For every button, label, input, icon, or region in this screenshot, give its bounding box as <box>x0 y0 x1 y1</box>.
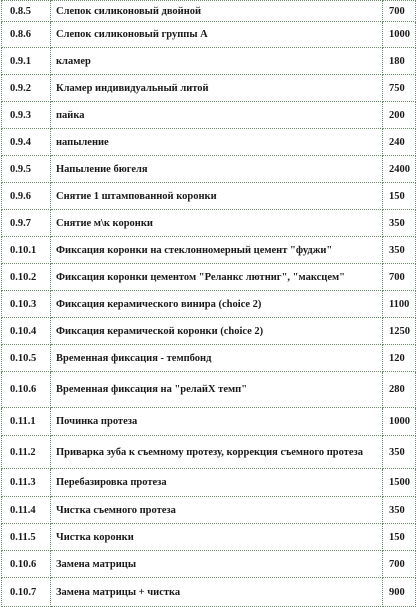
price-cell: 1000 <box>383 408 416 436</box>
table-row <box>2 156 416 183</box>
service-name-cell: кламер <box>51 48 383 75</box>
service-name-cell: Замена матрицы + чистка <box>51 578 383 607</box>
service-name-cell: Замена матрицы <box>51 551 383 578</box>
code-cell: 0.8.6 <box>2 22 51 48</box>
price-cell: 350 <box>383 237 416 264</box>
table-row <box>2 102 416 129</box>
service-name-cell: Перебазировка протеза <box>51 469 383 497</box>
table-row <box>2 345 416 372</box>
code-cell: 0.9.3 <box>2 102 51 129</box>
price-cell: 700 <box>383 551 416 578</box>
service-name-cell: Починка протеза <box>51 408 383 436</box>
price-cell: 1000 <box>383 22 416 48</box>
code-cell: 0.11.4 <box>2 497 51 524</box>
table-row <box>2 408 416 436</box>
price-cell: 700 <box>383 264 416 291</box>
code-cell: 0.10.4 <box>2 318 51 345</box>
service-name-cell: Слепок силиконовый группы А <box>51 22 383 48</box>
code-cell: 0.9.1 <box>2 48 51 75</box>
code-cell: 0.11.1 <box>2 408 51 436</box>
code-cell: 0.9.4 <box>2 129 51 156</box>
code-cell: 0.9.6 <box>2 183 51 210</box>
table-row <box>2 497 416 524</box>
table-row <box>2 75 416 102</box>
service-name-cell: Кламер индивидуальный литой <box>51 75 383 102</box>
code-cell: 0.10.5 <box>2 345 51 372</box>
service-name-cell: Фиксация керамического винира (choice 2) <box>51 291 383 318</box>
table-row <box>2 48 416 75</box>
table-row <box>2 237 416 264</box>
table-row <box>2 22 416 48</box>
price-cell: 180 <box>383 48 416 75</box>
service-name-cell: пайка <box>51 102 383 129</box>
service-name-cell: напыление <box>51 129 383 156</box>
table-row <box>2 372 416 408</box>
table-row <box>2 469 416 497</box>
price-cell: 150 <box>383 183 416 210</box>
service-name-cell: Фиксация коронки на стеклонномерный цемент "фуджи" <box>51 237 383 264</box>
service-name-cell: Приварка зуба к съемному протезу, коррекция съемного протеза <box>51 436 383 469</box>
price-cell: 700 <box>383 1 416 22</box>
code-cell: 0.9.7 <box>2 210 51 237</box>
code-cell: 0.11.5 <box>2 524 51 551</box>
table-row <box>2 436 416 469</box>
service-name-cell: Снятие м\к коронки <box>51 210 383 237</box>
table-row <box>2 524 416 551</box>
code-cell: 0.10.6 <box>2 372 51 408</box>
service-name-cell: Напыление бюгеля <box>51 156 383 183</box>
table-row <box>2 318 416 345</box>
price-cell: 150 <box>383 524 416 551</box>
table-row <box>2 129 416 156</box>
table-row <box>2 210 416 237</box>
code-cell: 0.10.1 <box>2 237 51 264</box>
table-row <box>2 183 416 210</box>
price-cell: 240 <box>383 129 416 156</box>
code-cell: 0.8.5 <box>2 1 51 22</box>
price-cell: 200 <box>383 102 416 129</box>
service-name-cell: Слепок силиконовый двойной <box>51 1 383 22</box>
service-name-cell: Чистка коронки <box>51 524 383 551</box>
table-row <box>2 578 416 607</box>
code-cell: 0.11.2 <box>2 436 51 469</box>
service-name-cell: Временная фиксация на "релайХ темп" <box>51 372 383 408</box>
service-name-cell: Чистка съемного протеза <box>51 497 383 524</box>
service-name-cell: Фиксация керамической коронки (choice 2) <box>51 318 383 345</box>
service-name-cell: Временная фиксация - темпбонд <box>51 345 383 372</box>
code-cell: 0.10.6 <box>2 551 51 578</box>
code-cell: 0.10.2 <box>2 264 51 291</box>
code-cell: 0.10.3 <box>2 291 51 318</box>
table-row <box>2 1 416 22</box>
price-cell: 120 <box>383 345 416 372</box>
price-cell: 350 <box>383 436 416 469</box>
price-cell: 280 <box>383 372 416 408</box>
table-row <box>2 551 416 578</box>
service-name-cell: Снятие 1 штампованной коронки <box>51 183 383 210</box>
code-cell: 0.9.2 <box>2 75 51 102</box>
service-name-cell: Фиксация коронки цементом "Реланкс лютниг", "максцем" <box>51 264 383 291</box>
price-cell: 2400 <box>383 156 416 183</box>
price-cell: 1500 <box>383 469 416 497</box>
price-cell: 1250 <box>383 318 416 345</box>
price-table <box>1 0 416 607</box>
price-cell: 900 <box>383 578 416 607</box>
price-cell: 1100 <box>383 291 416 318</box>
table-row <box>2 291 416 318</box>
price-cell: 350 <box>383 210 416 237</box>
code-cell: 0.9.5 <box>2 156 51 183</box>
code-cell: 0.11.3 <box>2 469 51 497</box>
price-cell: 350 <box>383 497 416 524</box>
price-cell: 750 <box>383 75 416 102</box>
table-row <box>2 264 416 291</box>
code-cell: 0.10.7 <box>2 578 51 607</box>
